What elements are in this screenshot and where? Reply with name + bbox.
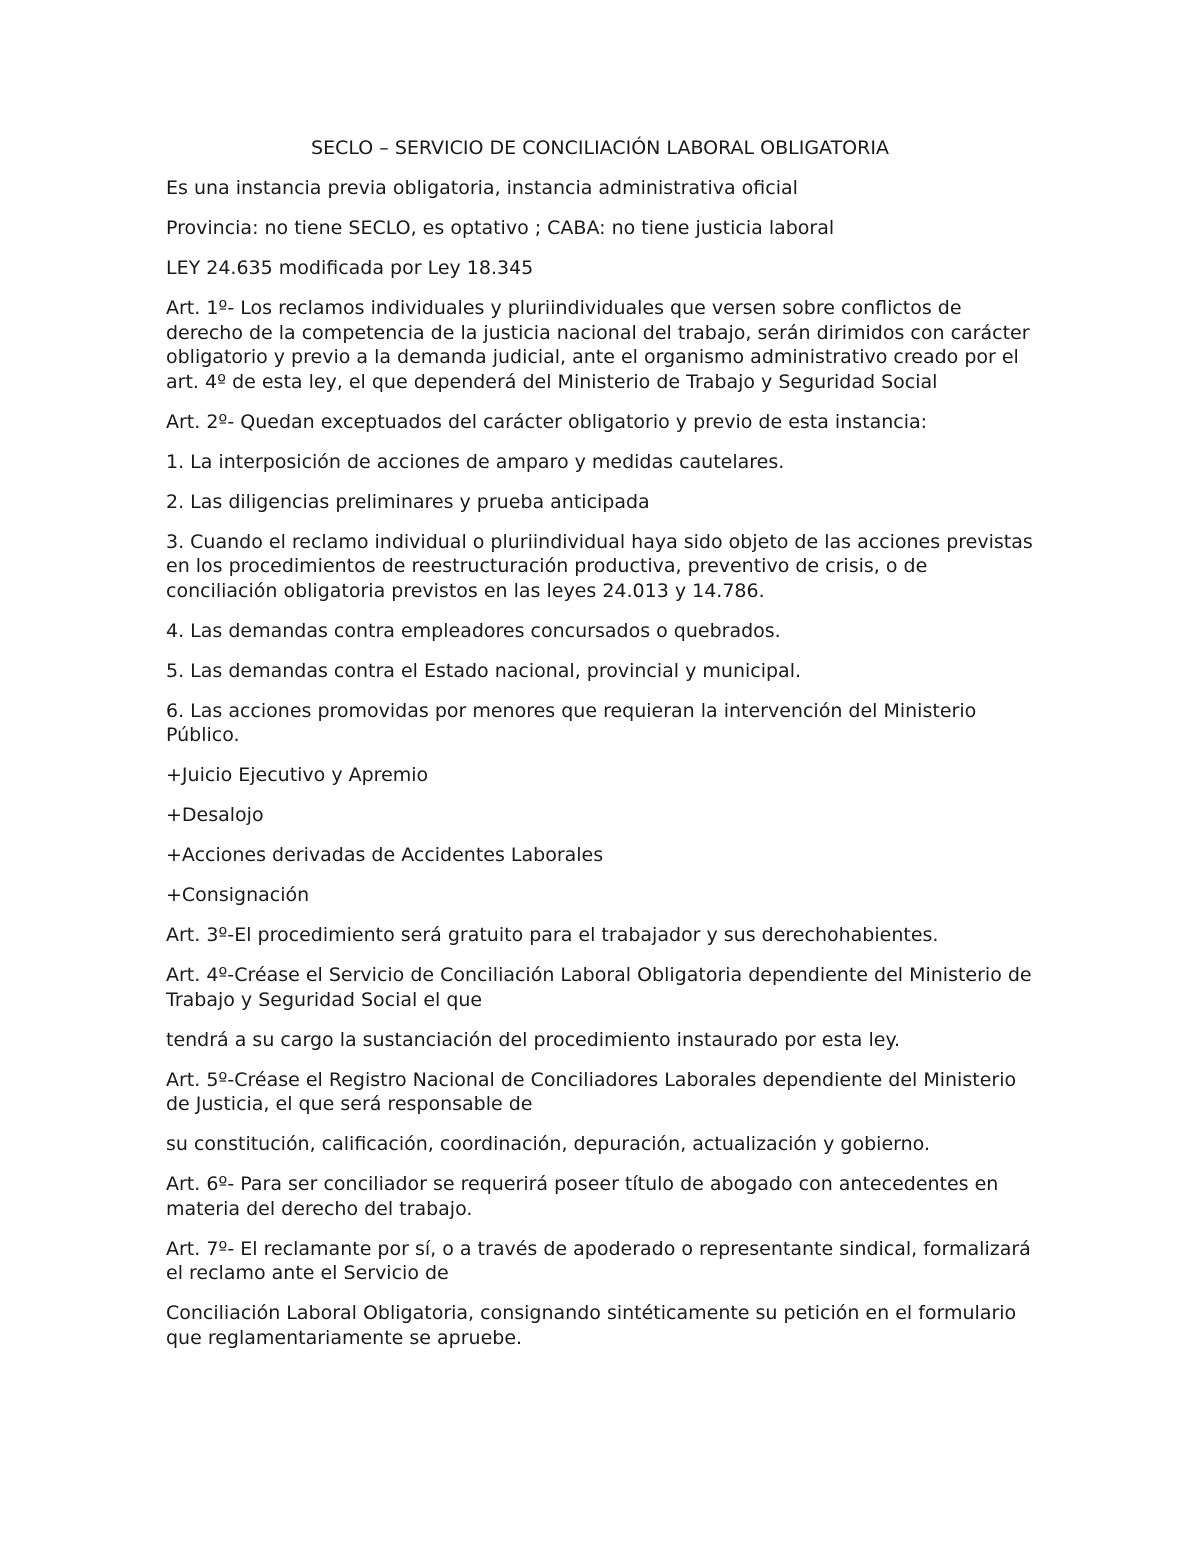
paragraph: tendrá a su cargo la sustanciación del procedimiento instaurado por esta ley. <box>166 1028 901 1051</box>
document-title: SECLO – SERVICIO DE CONCILIACIÓN LABORAL OBLIGATORIA <box>311 137 889 159</box>
paragraph: +Juicio Ejecutivo y Apremio <box>166 764 429 786</box>
paragraph: Art. 6º- Para ser conciliador se requerirá poseer título de abogado con antecedentes en materia del derecho del trabajo. <box>166 1173 999 1220</box>
paragraph: Conciliación Laboral Obligatoria, consignando sintéticamente su petición en el formulario que reglamentariamente se apruebe. <box>166 1302 1017 1349</box>
paragraph: Provincia: no tiene SECLO, es optativo ; CABA: no tiene justicia laboral <box>166 217 835 239</box>
paragraph: 6. Las acciones promovidas por menores que requieran la intervención del Ministerio Público. <box>166 699 977 746</box>
paragraph: Art. 4º-Créase el Servicio de Conciliación Laboral Obligatoria dependiente del Ministerio de Trabajo y Seguridad Social el que <box>166 964 1032 1011</box>
paragraph: Art. 7º- El reclamante por sí, o a través de apoderado o representante sindical, formalizará el reclamo ante el Servicio de <box>166 1237 1031 1284</box>
paragraph: +Consignación <box>166 884 310 906</box>
paragraph: Art. 5º-Créase el Registro Nacional de Conciliadores Laborales dependiente del Ministerio de Justicia, el que será responsable de <box>166 1068 1017 1115</box>
paragraph: Art. 3º-El procedimiento será gratuito para el trabajador y sus derechohabientes. <box>166 924 939 946</box>
paragraph: +Desalojo <box>166 804 264 826</box>
paragraph: Art. 2º- Quedan exceptuados del carácter obligatorio y previo de esta instancia: <box>166 410 928 433</box>
paragraph: su constitución, calificación, coordinación, depuración, actualización y gobierno. <box>166 1133 930 1155</box>
paragraph: 5. Las demandas contra el Estado nacional, provincial y municipal. <box>166 659 802 682</box>
paragraph: 4. Las demandas contra empleadores concursados o quebrados. <box>166 619 781 642</box>
paragraph: LEY 24.635 modificada por Ley 18.345 <box>166 257 534 279</box>
paragraph: +Acciones derivadas de Accidentes Laborales <box>166 844 604 866</box>
paragraph: Es una instancia previa obligatoria, instancia administrativa oficial <box>166 177 798 199</box>
paragraph: 2. Las diligencias preliminares y prueba anticipada <box>166 490 650 513</box>
paragraph: Art. 1º- Los reclamos individuales y pluriindividuales que versen sobre conflictos de derecho de la competencia de la justicia nacional del trabajo, serán dirimidos con carácter obligatorio y previo a la demanda judicial, ante el organismo administrativo creado por el art. 4º de esta ley, el que dependerá del Ministerio de Trabajo y Seguridad Social <box>166 297 1030 393</box>
paragraph: 3. Cuando el reclamo individual o pluriindividual haya sido objeto de las acciones previstas en los procedimientos de reestructuración productiva, preventivo de crisis, o de conciliación obligatoria previstos en las leyes 24.013 y 14.786. <box>166 530 1033 602</box>
document-body <box>166 176 1034 1350</box>
paragraph: 1. La interposición de acciones de amparo y medidas cautelares. <box>166 450 785 473</box>
